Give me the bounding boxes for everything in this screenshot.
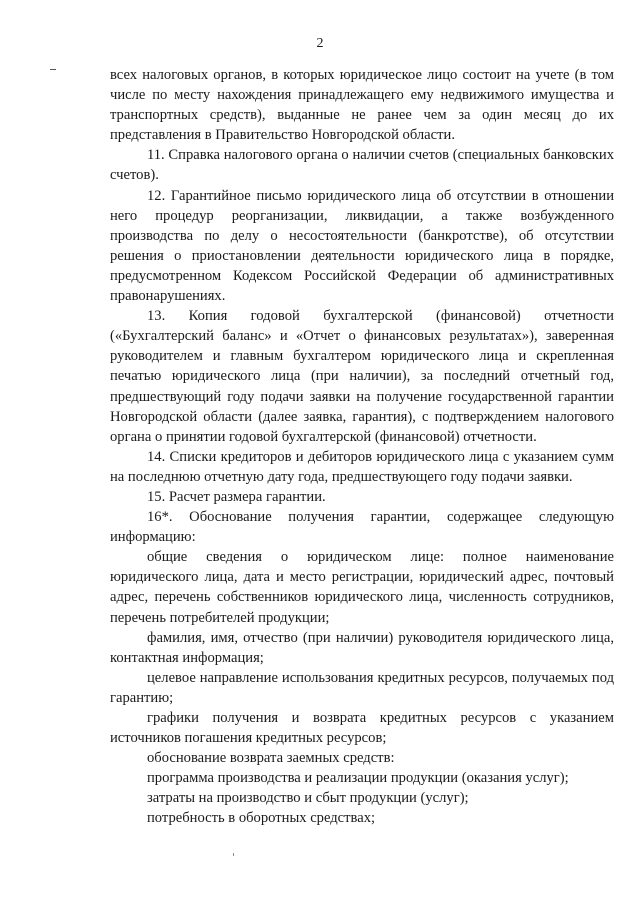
scan-artifact <box>233 853 234 856</box>
paragraph-director-info: фамилия, имя, отчество (при наличии) руководителя юридического лица, контактная информация; <box>110 629 614 666</box>
paragraph-general-info: общие сведения о юридическом лице: полное наименование юридического лица, дата и место регистрации, юридический адрес, почтовый адрес, перечень собственников юридического лица, численность сотрудников, перечень потребителей продукции; <box>110 549 614 626</box>
scan-margin-mark <box>50 69 56 70</box>
paragraph-production-program: программа производства и реализации продукции (оказания услуг); <box>147 770 569 787</box>
paragraph-item-11: 11. Справка налогового органа о наличии счетов (специальных банковских счетов). <box>110 147 614 184</box>
document-body <box>110 65 614 829</box>
page-number: 2 <box>316 36 324 51</box>
paragraph-item-15: 15. Расчет размера гарантии. <box>147 488 326 505</box>
paragraph-item-13: 13. Копия годовой бухгалтерской (финансовой) отчетности («Бухгалтерский баланс» и «Отчет о финансовых результатах»), заверенная руководителем и главным бухгалтером юридического лица и скрепленная печатью юридического лица (при наличии), за последний отчетный год, предшествующий году подачи заявки на получение государственной гарантии Новгородской области (далее заявка, гарантия), с подтверждением налогового органа о принятии годовой бухгалтерской (финансовой) отчетности. <box>110 308 614 445</box>
paragraph-continuation: всех налоговых органов, в которых юридическое лицо состоит на учете (в том числе по месту нахождения принадлежащего ему недвижимого имущества и транспортных средств), выданные не ранее чем за один месяц до их представления в Правительство Новгородской области. <box>110 67 614 144</box>
paragraph-item-12: 12. Гарантийное письмо юридического лица об отсутствии в отношении него процедур реорганизации, ликвидации, а также возбужденного производства по делу о несостоятельности (банкротстве), об отсутствии решения о приостановлении деятельности юридического лица в порядке, предусмотренном Кодексом Российской Федерации об административных правонарушениях. <box>110 187 614 305</box>
paragraph-credit-purpose: целевое направление использования кредитных ресурсов, получаемых под гарантию; <box>110 669 614 706</box>
paragraph-credit-schedules: графики получения и возврата кредитных ресурсов с указанием источников погашения кредитных ресурсов; <box>110 710 614 747</box>
paragraph-item-16: 16*. Обоснование получения гарантии, содержащее следующую информацию: <box>110 509 614 546</box>
paragraph-working-capital: потребность в оборотных средствах; <box>147 810 376 827</box>
paragraph-production-costs: затраты на производство и сбыт продукции (услуг); <box>147 790 469 807</box>
paragraph-item-14: 14. Списки кредиторов и дебиторов юридического лица с указанием сумм на последнюю отчетную дату года, предшествующего году подачи заявки. <box>110 448 614 485</box>
paragraph-repayment-rationale: обоснование возврата заемных средств: <box>147 750 395 767</box>
